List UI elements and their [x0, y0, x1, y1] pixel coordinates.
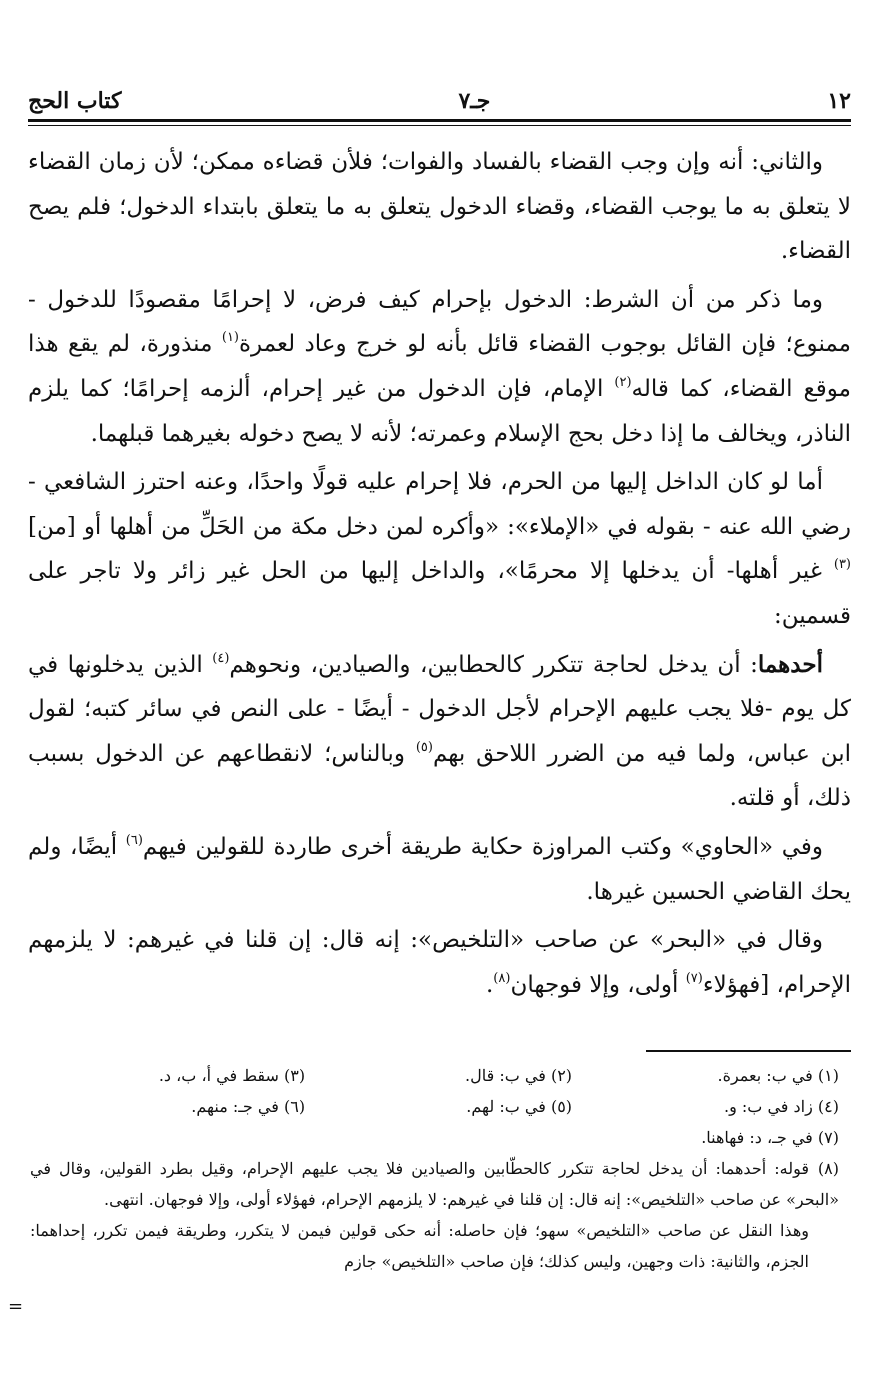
header-rule-thin	[28, 125, 851, 126]
footnote-ref-5: (٥)	[415, 739, 433, 755]
main-text	[28, 140, 851, 1011]
volume-label: جـ٧	[458, 88, 491, 114]
footnote-8-line-2: وهذا النقل عن صاحب «التلخيص» سهو؛ فإن حاصله: أنه حكى قولين فيمن لا يتكرر، وطريقة فيمن تكرر، إحداهما: الجزم، والثانية: ذات وجهين، وليس كذلك؛ فإن صاحب «التلخيص» جازم	[30, 1221, 809, 1271]
footnote-2: (٢) في ب: قال.	[465, 1066, 573, 1085]
footnote-ref-2: (٢)	[614, 374, 632, 390]
footnote-1: (١) في ب: بعمرة.	[717, 1066, 839, 1085]
paragraph-4: أحدهما: أن يدخل لحاجة تتكرر كالحطابين، والصيادين، ونحوهم$^{(٤)}$ الذين يدخلونها في كل يوم -فلا يجب عليهم الإحرام لأجل الدخول - أيضًا - على النص في سائر كتبه؛ لقول ابن عباس، ولما فيه من الضرر اللاحق بهم$^{(٥)}$ وبالناس؛ لانقطاعهم عن الدخول بسبب ذلك، أو قلته.	[28, 650, 851, 812]
paragraph-2: وما ذكر من أن الشرط: الدخول بإحرام كيف فرض، لا إحرامًا مقصودًا للدخول - ممنوع؛ فإن القائل بوجوب القضاء قائل بأنه لو خرج وعاد لعمرة$^{(١)}$ منذورة، لم يقع هذا موقع القضاء، كما قاله$^{(٢)}$ الإمام، فإن الدخول من غير إحرام، ألزمه إحرامًا؛ كما يلزم الناذر، ويخالف ما إذا دخل بحج الإسلام وعمرته؛ لأنه لا يصح دخوله بغيرهما قبلهما.	[28, 286, 851, 447]
footnote-ref-7: (٧)	[685, 970, 703, 986]
footnote-8-line-1: قوله: أحدهما: أن يدخل لحاجة تتكرر كالحطّابين والصيادين فلا يجب عليهم الإحرام، وقيل بطرد القولين، وقال في «البحر» عن صاحب «التلخيص»: إنه قال: إن قلنا في غيرهم: لا يلزمهم الإحرام، فهؤلاء أولى، وإلا فوجهان. انتهى.	[30, 1159, 839, 1209]
book-title: كتاب الحج	[28, 88, 122, 114]
footnote-separator	[646, 1050, 851, 1052]
page-number: ١٢	[827, 88, 851, 114]
running-header	[28, 84, 851, 118]
paragraph-6: وقال في «البحر» عن صاحب «التلخيص»: إنه قال: إن قلنا في غيرهم: لا يلزمهم الإحرام، [فهؤلاء$^{(٧)}$ أولى، وإلا فوجهان$^{(٨)}$.	[28, 927, 851, 998]
footnote-ref-4: (٤)	[212, 650, 230, 666]
footnote-ref-8: (٨)	[493, 970, 511, 986]
paragraph-1: والثاني: أنه وإن وجب القضاء بالفساد والفوات؛ فلأن قضاءه ممكن؛ لأن زمان القضاء لا يتعلق به ما يوجب القضاء، وقضاء الدخول يتعلق به ما يتعلق بابتداء الدخول؛ فلم يصح القضاء.	[28, 149, 851, 265]
footnote-8	[30, 1153, 839, 1277]
footnote-ref-6: (٦)	[125, 832, 143, 848]
footnote-row-1	[30, 1060, 839, 1091]
footnote-6: (٦) في جـ: منهم.	[191, 1097, 306, 1116]
footnote-row-2	[30, 1091, 839, 1122]
paragraph-5: وفي «الحاوي» وكتب المراوزة حكاية طريقة أخرى طاردة للقولين فيهم$^{(٦)}$ أيضًا، ولم يحك القاضي الحسين غيرها.	[28, 832, 851, 905]
paragraph-3: أما لو كان الداخل إليها من الحرم، فلا إحرام عليه قولًا واحدًا، وعنه احترز الشافعي - رضي الله عنه - بقوله في «الإملاء»: «وأكره لمن دخل مكة من الحَلِّ من أهلها أو [من]$^{(٣)}$ غير أهلها- أن يدخلها إلا محرمًا»، والداخل إليها من الحل غير زائر ولا تاجر على قسمين:	[28, 469, 851, 629]
footnote-8-number: (٨)	[817, 1159, 839, 1178]
footnote-5: (٥) في ب: لهم.	[466, 1097, 573, 1116]
footnote-ref-1: (١)	[221, 330, 239, 346]
footnote-ref-3: (٣)	[833, 557, 851, 573]
continuation-mark: =	[8, 1296, 24, 1317]
footnote-3: (٣) سقط في أ، ب، د.	[158, 1066, 306, 1085]
footnote-4: (٤) زاد في ب: و.	[724, 1097, 839, 1116]
term-ahaduhuma: أحدهما	[757, 650, 823, 678]
footnotes	[30, 1060, 839, 1277]
header-rule-thick	[28, 119, 851, 122]
footnote-7: (٧) في جـ، د: فهاهنا.	[701, 1128, 839, 1147]
